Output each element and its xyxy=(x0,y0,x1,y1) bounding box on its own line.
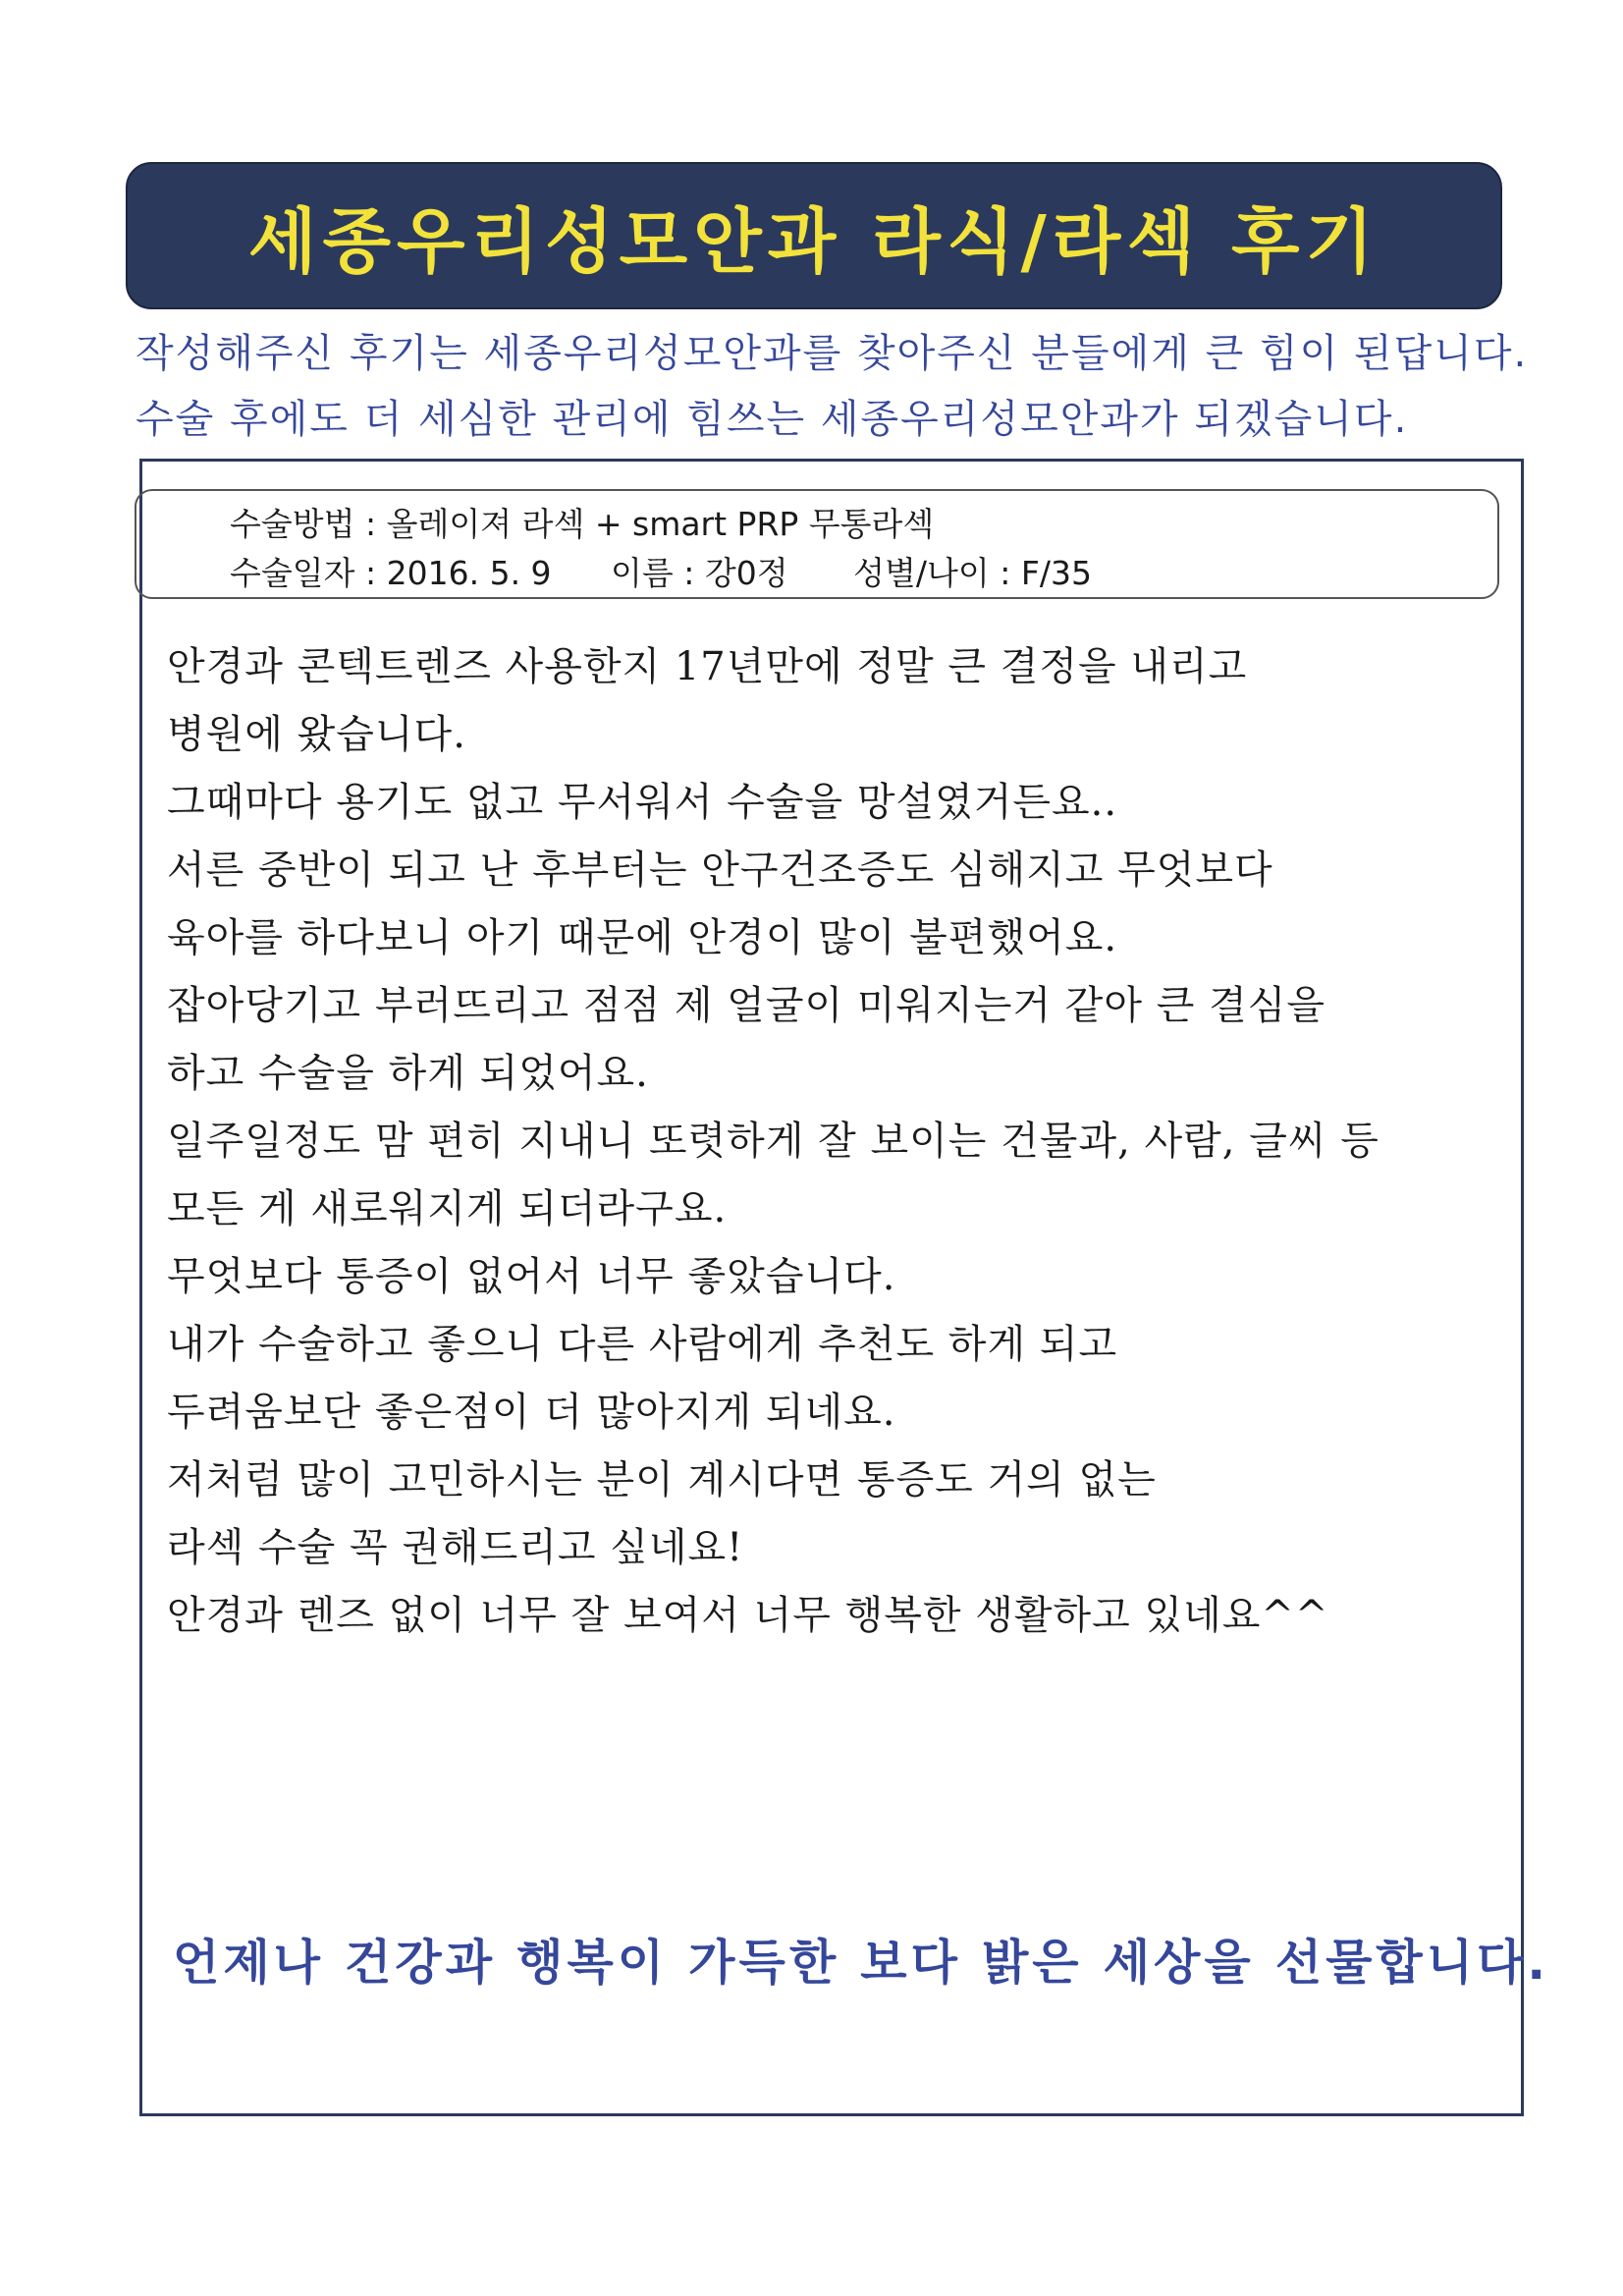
review-line: 서른 중반이 되고 난 후부터는 안구건조증도 심해지고 무엇보다 xyxy=(167,847,1273,893)
review-line: 라섹 수술 꼭 권해드리고 싶네요! xyxy=(167,1525,744,1570)
review-line: 그때마다 용기도 없고 무서워서 수술을 망설였거든요.. xyxy=(167,780,1118,825)
page-title: 세종우리성모안과 라식/라섹 후기 xyxy=(247,200,1380,283)
intro-line-2: 수술 후에도 더 세심한 관리에 힘쓰는 세종우리성모안과가 되겠습니다. xyxy=(135,397,1409,442)
patient-name: 이름 : 강0정 xyxy=(611,554,788,592)
review-line: 내가 수술하고 좋으니 다른 사람에게 추천도 하게 되고 xyxy=(167,1322,1118,1367)
intro-line-1: 작성해주신 후기는 세종우리성모안과를 찾아주신 분들에게 큰 힘이 된답니다. xyxy=(135,331,1529,376)
review-line: 병원에 왔습니다. xyxy=(167,712,466,757)
review-line: 무엇보다 통증이 없어서 너무 좋았습니다. xyxy=(167,1254,896,1299)
closing-slogan: 언제나 건강과 행복이 가득한 보다 밝은 세상을 선물합니다. xyxy=(173,1935,1550,1991)
review-body xyxy=(167,633,1502,1650)
surgery-date: 수술일자 : 2016. 5. 9 xyxy=(230,554,552,592)
surgery-method: 수술방법 : 올레이져 라섹 + smart PRP 무통라섹 xyxy=(230,505,935,543)
title-banner xyxy=(126,162,1502,309)
review-line: 잡아당기고 부러뜨리고 점점 제 얼굴이 미워지는거 같아 큰 결심을 xyxy=(167,983,1325,1028)
surgery-info-box xyxy=(135,489,1499,599)
review-line: 육아를 하다보니 아기 때문에 안경이 많이 불편했어요. xyxy=(167,915,1118,960)
info-line-details xyxy=(230,548,1092,594)
info-line-method xyxy=(230,499,934,545)
review-line: 하고 수술을 하게 되었어요. xyxy=(167,1051,649,1096)
review-line: 모든 게 새로워지게 되더라구요. xyxy=(167,1186,728,1231)
review-line: 두려움보단 좋은점이 더 많아지게 되네요. xyxy=(167,1390,896,1435)
review-line: 안경과 콘텍트렌즈 사용한지 17년만에 정말 큰 결정을 내리고 xyxy=(167,644,1248,689)
review-line: 저처럼 많이 고민하시는 분이 계시다면 통증도 거의 없는 xyxy=(167,1457,1157,1503)
patient-gender-age: 성별/나이 : F/35 xyxy=(853,554,1092,592)
review-line: 안경과 렌즈 없이 너무 잘 보여서 너무 행복한 생활하고 있네요^^ xyxy=(167,1593,1329,1638)
review-line: 일주일정도 맘 편히 지내니 또렷하게 잘 보이는 건물과, 사람, 글씨 등 xyxy=(167,1119,1380,1164)
